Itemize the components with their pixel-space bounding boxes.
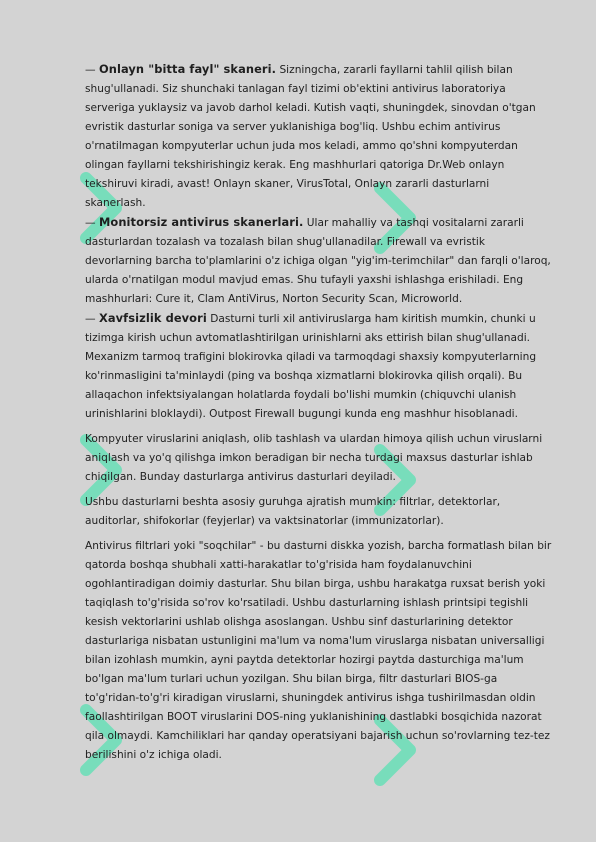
list-dash: — [85,217,96,229]
paragraph: Kompyuter viruslarini aniqlash, olib tashlash va ulardan himoya qilish uchun viruslarni aniqlash va yo'q qilishga imkon beradigan bir necha turdagi maxsus dasturlar ishlab chiqilgan. Bunday dasturlarga antivirus dasturlari deyiladi. [85,433,543,483]
term-heading: Xavfsizlik devori [98,311,207,325]
term-heading: Monitorsiz antivirus skanerlari. [98,215,304,229]
list-item [85,60,553,213]
paragraph: Ushbu dasturlarni beshta asosiy guruhga ajratish mumkin: filtrlar, detektorlar, auditorlar, shifokorlar (feyjerlar) va vaktsinatorlar (immunizatorlar). [85,496,501,527]
list-dash: — [85,313,96,325]
list-dash: — [85,64,96,76]
term-description: Ular mahalliy va tashqi vositalarni zararli dasturlardan tozalash va tozalash bilan shug'ullanadilar. Firewall va evristik devorlarning barcha to'plamlarini o'z ichiga olgan "yig'im-terimchilar" dan farqli o'laroq, ularda o'rnatilgan modul mavjud emas. Shu tufayli yaxshi ishlashga erishiladi. Eng mashhurlari: Cure it, Clam AntiVirus, Norton Security Scan, Microworld. [85,217,551,305]
list-item [85,309,553,424]
term-heading: Onlayn "bitta fayl" skaneri. [98,62,277,76]
paragraph: Antivirus filtrlari yoki "soqchilar" - bu dasturni diskka yozish, barcha formatlash bilan bir qatorda boshqa shubhali xatti-harakatlar to'g'risida ham foydalanuvchini ogohlantiradigan doimiy dasturlar. Shu bilan birga, ushbu harakatga ruxsat berish yoki taqiqlash to'g'risida so'rov ko'rsatiladi. Ushbu dasturlarning ishlash printsipi tegishli kesish vektorlarini ushlab olishga asoslangan. Ushbu sinf dasturlarining detektor dasturlariga nisbatan ustunligini ma'lum va noma'lum viruslarga nisbatan universalligi bilan izohlash mumkin, ayni paytda detektorlar hozirgi paytda dasturchiga ma'lum bo'lgan ma'lum turlari uchun yozilgan. Shu bilan birga, filtr dasturlari BIOS-ga to'g'ridan-to'g'ri kiradigan viruslarni, shuningdek antivirus ishga tushirilmasdan oldin faollashtirilgan BOOT viruslarini DOS-ning yuklanishining dastlabki bosqichida nazorat qila olmaydi. Kamchiliklari har qanday operatsiyani bajarish uchun so'rovlarning tez-tez berilishini o'z ichiga oladi. [85,540,552,761]
term-description: Dasturni turli xil antiviruslarga ham kiritish mumkin, chunki u tizimga kirish uchun avtomatlashtirilgan urinishlarni aks ettirish bilan shug'ullanadi. Mexanizm tarmoq trafigini blokirovka qiladi va tarmoqdagi shaxsiy kompyuterlarning ko'rinmasligini ta'minlaydi (ping va boshqa xizmatlarni blokirovka qilish orqali). Bu allaqachon infektsiyalangan holatlarda foydali bo'lishi mumkin (chiquvchi ulanish urinishlarini bloklaydi). Outpost Firewall bugungi kunda eng mashhur hisoblanadi. [85,313,537,420]
document-body [85,60,553,765]
term-description: Sizningcha, zararli fayllarni tahlil qilish bilan shug'ullanadi. Siz shunchaki tanlagan fayl tizimi ob'ektini antivirus laboratoriya serveriga yuklaysiz va javob darhol keladi. Kutish vaqti, shuningdek, sinovdan o'tgan evristik dasturlar soniga va server yuklanishiga bog'liq. Ushbu echim antivirus o'rnatilmagan kompyuterlar uchun juda mos keladi, ammo qo'shni kompyuterdan olingan fayllarni tekshirishingiz kerak. Eng mashhurlari qatoriga Dr.Web onlayn tekshiruvi kiradi, avast! Onlayn skaner, VirusTotal, Onlayn zararli dasturlarni skanerlash. [85,64,536,209]
list-item [85,213,553,309]
